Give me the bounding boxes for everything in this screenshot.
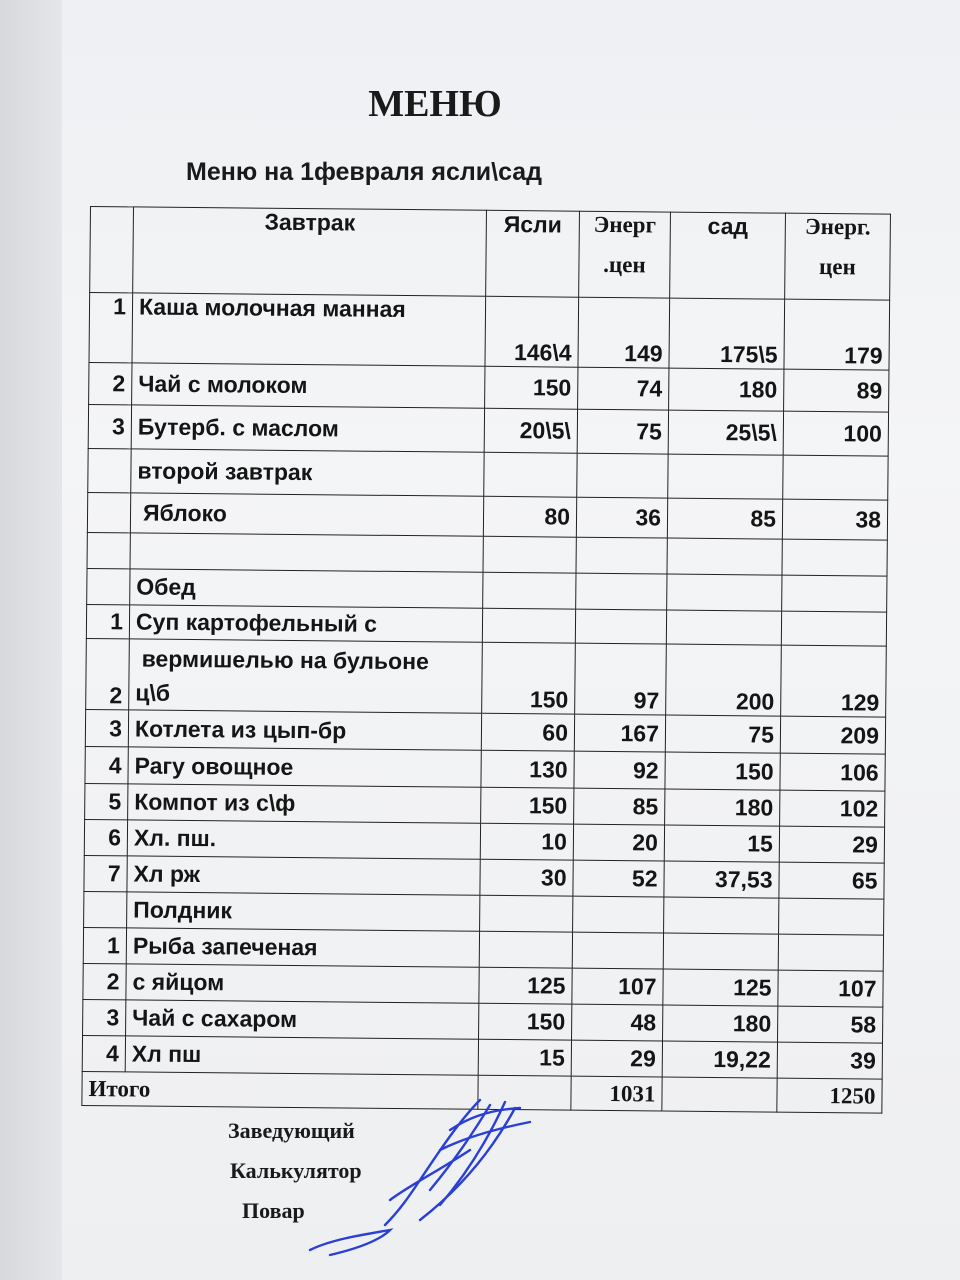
row-sad: 19,22 (662, 1041, 777, 1078)
row-energy-sad: 107 (778, 970, 883, 1007)
section-row-second-breakfast (88, 448, 888, 500)
section-label-snack: Полдник (127, 892, 480, 931)
header-yasli: Ясли (486, 210, 580, 297)
row-index: 7 (84, 855, 127, 891)
row-sad: 180 (665, 789, 780, 826)
row-index (88, 448, 131, 492)
empty-cell (573, 896, 664, 933)
header-energy-sad (785, 213, 891, 300)
row-index: 3 (85, 709, 128, 746)
row-energy-yasli: 74 (578, 367, 669, 410)
row-yasli: 150 (479, 1003, 572, 1040)
row-energy-sad: 179 (784, 299, 890, 370)
header-energy-sad-line2: цен (818, 254, 856, 280)
signature-stroke (310, 1100, 530, 1255)
header-row (90, 207, 891, 301)
row-sad: 180 (669, 368, 784, 411)
row-yasli: 15 (478, 1039, 571, 1076)
row-yasli: 30 (480, 859, 573, 896)
row-index: 2 (86, 638, 130, 709)
table-row (88, 404, 888, 456)
row-yasli: 130 (481, 750, 574, 788)
row-energy-sad: 29 (779, 826, 884, 863)
row-yasli: 10 (480, 823, 573, 860)
row-yasli: 146\4 (485, 296, 579, 367)
empty-cell (484, 452, 577, 497)
row-name: Компот из с\ф (128, 784, 481, 823)
row-sad: 75 (665, 715, 780, 753)
row-energy-yasli: 36 (576, 497, 667, 538)
row-name (130, 493, 483, 536)
row-energy-yasli: 29 (571, 1040, 662, 1077)
row-index: 2 (89, 362, 132, 404)
row-index: 1 (89, 293, 133, 363)
row-energy-sad: 100 (783, 411, 888, 456)
row-yasli: 150 (485, 366, 578, 409)
row-name (129, 639, 483, 713)
total-label: Итого (82, 1071, 478, 1109)
row-yasli: 20\5\ (484, 408, 577, 453)
row-energy-yasli: 97 (575, 643, 667, 715)
row-energy-yasli: 107 (572, 968, 663, 1005)
background-left-edge (0, 0, 70, 1280)
row-sad: 175\5 (669, 298, 785, 369)
header-index-cell (90, 207, 134, 293)
row-index: 4 (82, 1035, 125, 1071)
row-energy-sad: 38 (782, 499, 887, 540)
row-energy-yasli: 48 (572, 1004, 663, 1041)
empty-cell (666, 610, 781, 645)
row-sad: 37,53 (664, 861, 779, 898)
row-name: Хл пш (125, 1036, 478, 1075)
row-sad: 125 (663, 969, 778, 1006)
row-energy-yasli: 52 (573, 860, 664, 897)
row-energy-yasli: 149 (578, 297, 670, 368)
row-name: Бутерб. с маслом (131, 405, 484, 452)
row-name: Рыба запеченая (126, 928, 479, 967)
row-index (87, 492, 130, 532)
row-index (87, 568, 130, 604)
row-energy-sad: 106 (780, 753, 885, 791)
empty-cell (663, 933, 778, 970)
row-energy-sad: 129 (781, 645, 887, 717)
row-name: Каша молочная манная (132, 293, 486, 366)
row-index: 4 (85, 746, 128, 783)
row-index (84, 891, 127, 927)
empty-cell (483, 572, 576, 609)
row-sad: 180 (663, 1005, 778, 1042)
row-name: Чай с молоком (132, 363, 485, 408)
total-energy-yasli: 1031 (571, 1076, 662, 1111)
empty-cell (482, 608, 575, 643)
row-name: Рагу овощное (128, 747, 481, 787)
header-energy-sad-line1: Энерг. (804, 213, 871, 240)
row-yasli: 80 (483, 496, 576, 537)
document-title: МЕНЮ (368, 83, 502, 125)
signature-cook: Повар (242, 1198, 305, 1223)
row-energy-sad: 58 (778, 1006, 883, 1043)
row-index: 1 (86, 604, 129, 638)
empty-cell (577, 453, 668, 498)
row-name: Чай с сахаром (126, 1000, 479, 1039)
row-energy-yasli: 167 (574, 714, 665, 752)
empty-cell (781, 611, 886, 646)
document-subtitle: Меню на 1февраля ясли\сад (186, 158, 543, 186)
row-energy-sad: 39 (777, 1042, 882, 1079)
row-name: Хл. пш. (127, 820, 480, 859)
row-yasli: 125 (479, 967, 572, 1004)
empty-cell (662, 1077, 777, 1112)
section-label-second-breakfast: второй завтрак (131, 449, 484, 496)
empty-cell (783, 455, 888, 500)
row-yasli: 150 (481, 787, 574, 824)
header-meal: Завтрак (133, 207, 487, 296)
row-name: с яйцом (126, 964, 479, 1003)
empty-cell (668, 454, 783, 499)
row-sad: 15 (664, 825, 779, 862)
total-energy-sad: 1250 (777, 1078, 882, 1113)
row-name-line1: вермишелью на бульоне (141, 645, 430, 675)
empty-cell (575, 609, 666, 644)
row-energy-sad: 209 (780, 716, 885, 754)
row-energy-sad: 89 (784, 369, 889, 412)
row-name-text: Яблоко (142, 499, 227, 527)
empty-cell (572, 932, 663, 969)
handwritten-signature (290, 1090, 570, 1260)
row-name: Хл рж (127, 856, 480, 895)
row-name: Котлета из цып-бр (128, 710, 481, 750)
header-sad: сад (670, 212, 786, 299)
empty-cell (480, 895, 573, 932)
header-energy-yasli-line1: Энерг (593, 211, 657, 238)
empty-cell (782, 575, 887, 612)
row-index: 1 (83, 927, 126, 963)
row-energy-sad: 102 (780, 790, 885, 827)
empty-cell (778, 934, 883, 971)
table-row (86, 638, 887, 717)
signature-director: Заведующий (228, 1118, 355, 1143)
signature-calculator: Калькулятор (230, 1158, 362, 1183)
row-energy-sad: 65 (779, 862, 884, 899)
empty-cell (479, 931, 572, 968)
section-label-lunch: Обед (130, 569, 483, 608)
menu-table (81, 206, 891, 1114)
row-energy-yasli: 20 (573, 824, 664, 861)
row-name-line2: ц\б (135, 679, 171, 706)
row-index: 3 (88, 404, 131, 448)
empty-cell (667, 574, 782, 611)
row-yasli: 150 (482, 642, 576, 714)
row-index: 2 (83, 963, 126, 999)
row-energy-yasli: 85 (574, 788, 665, 825)
row-sad: 200 (666, 644, 782, 716)
row-sad: 150 (665, 752, 780, 790)
row-energy-yasli: 75 (577, 409, 668, 454)
table-row (89, 293, 890, 371)
row-yasli: 60 (481, 713, 574, 751)
row-index: 6 (84, 819, 127, 855)
row-index: 5 (85, 783, 128, 819)
row-name: Суп картофельный с (129, 605, 482, 642)
row-energy-yasli: 92 (574, 751, 665, 789)
empty-cell (664, 897, 779, 934)
header-energy-yasli-line2: .цен (603, 251, 646, 278)
empty-cell (576, 573, 667, 610)
empty-cell (779, 898, 884, 935)
header-energy-yasli (579, 211, 671, 298)
row-sad: 25\5\ (668, 410, 783, 455)
row-index: 3 (83, 999, 126, 1035)
row-sad: 85 (667, 498, 782, 539)
